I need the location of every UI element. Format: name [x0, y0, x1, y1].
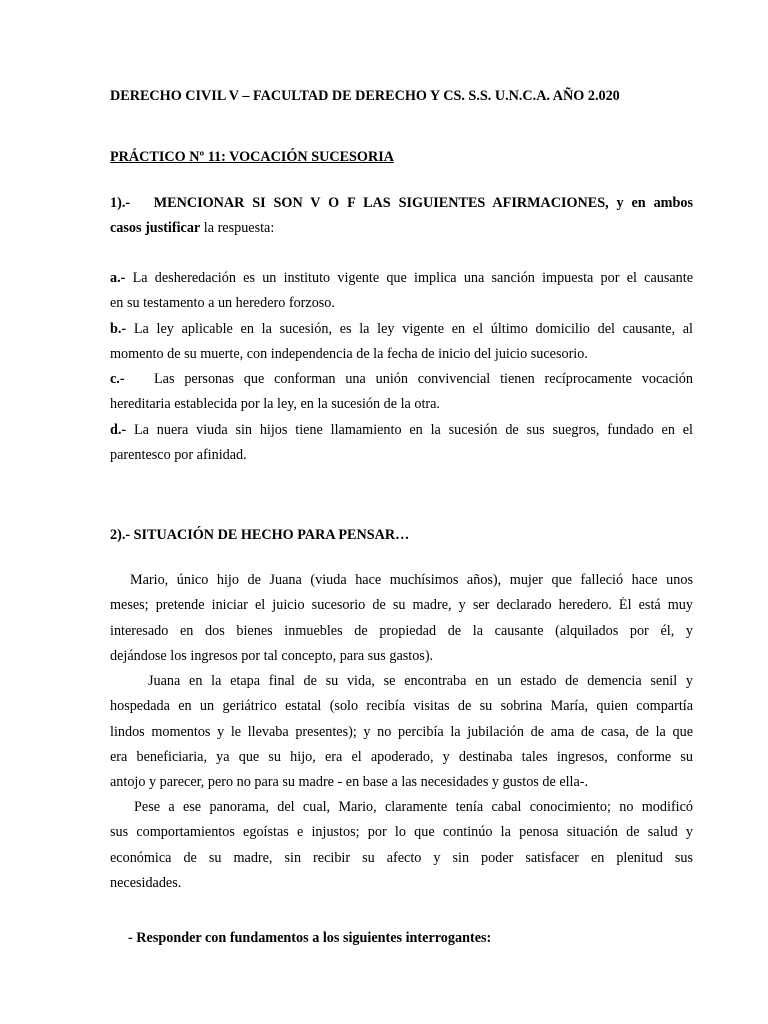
paragraph-line: Juana en la etapa final de su vida, se encontraba en un estado de demencia senil y [148, 673, 693, 689]
question-1-heading-rest: la respuesta: [200, 220, 275, 237]
practico-title: PRÁCTICO Nº 11: VOCACIÓN SUCESORIA [110, 149, 394, 165]
question-1-heading-line1 [110, 195, 693, 220]
statement-line: momento de su muerte, con independencia de la fecha de inicio del juicio sucesorio. [110, 345, 588, 362]
statement-label: d.- [110, 421, 127, 438]
paragraph-line: era beneficiaria, ya que su hijo, era el apoderado, y destinaba tales ingresos, conforme su [110, 748, 693, 765]
statements-list [110, 270, 693, 472]
case-paragraph-1 [110, 572, 693, 673]
statement-line: b.- La ley aplicable en la sucesión, es la ley vigente en el último domicilio del causante, al [110, 320, 693, 337]
question-1-heading-line2 [110, 220, 693, 245]
question-1-heading-b: casos justificar [110, 220, 201, 237]
statement-label: b.- [110, 320, 127, 337]
statement-line: c.- Las personas que conforman una unión convivencial tienen recíprocamente vocación [110, 371, 693, 388]
statement-d [110, 422, 693, 473]
question-1-heading-a: MENCIONAR SI SON V O F LAS SIGUIENTES AFIRMACIONES, y en ambos [153, 195, 693, 211]
paragraph-line: hospedada en un geriátrico estatal (solo recibía visitas de su sobrina María, quien compartía [110, 698, 693, 715]
paragraph-line: dejándose los ingresos por tal concepto, para sus gastos). [110, 647, 434, 664]
paragraph-line: económica de su madre, sin recibir su afecto y sin poder satisfacer en plenitud sus [110, 849, 693, 866]
statement-a [110, 270, 693, 321]
paragraph-line: meses; pretende iniciar el juicio sucesorio de su madre, y ser declarado heredero. Él está muy [110, 597, 693, 614]
instruction-text: - Responder con fundamentos a los siguientes interrogantes: [128, 930, 492, 946]
statement-line: hereditaria establecida por la ley, en la sucesión de la otra. [110, 396, 440, 413]
paragraph-line: Pese a ese panorama, del cual, Mario, claramente tenía cabal conocimiento; no modificó [134, 799, 693, 815]
case-paragraph-3 [110, 799, 693, 900]
statement-line: a.- La desheredación es un instituto vigente que implica una sanción impuesta por el causante [110, 270, 693, 286]
paragraph-line: sus comportamientos egoístas e injustos; por lo que continúo la penosa situación de salud y [110, 824, 693, 841]
paragraph-line: antojo y parecer, pero no para su madre - en base a las necesidades y gustos de ella-. [110, 774, 589, 791]
question-1-number: 1).- [110, 195, 131, 211]
statement-c [110, 371, 693, 422]
statement-line: en su testamento a un heredero forzoso. [110, 295, 335, 312]
statement-line: parentesco por afinidad. [110, 447, 247, 464]
statement-label: a.- [110, 270, 126, 286]
statement-b [110, 321, 693, 372]
paragraph-line: interesado en dos bienes inmuebles de propiedad de la causante (alquilados por él, y [110, 622, 693, 639]
question-2-heading: 2).- SITUACIÓN DE HECHO PARA PENSAR… [110, 527, 410, 543]
course-header: DERECHO CIVIL V – FACULTAD DE DERECHO Y CS. S.S. U.N.C.A. AÑO 2.020 [110, 88, 620, 104]
paragraph-line: Mario, único hijo de Juana (viuda hace muchísimos años), mujer que falleció hace unos [130, 572, 693, 588]
question-1 [110, 195, 693, 246]
statement-label: c.- [110, 371, 125, 388]
paragraph-line: necesidades. [110, 874, 182, 891]
paragraph-line: lindos momentos y le llevaba presentes); y no percibía la jubilación de ama de casa, de la que [110, 723, 693, 740]
case-paragraph-2 [110, 673, 693, 799]
statement-line: d.- La nuera viuda sin hijos tiene llamamiento en la sucesión de sus suegros, fundado en el [110, 421, 693, 438]
